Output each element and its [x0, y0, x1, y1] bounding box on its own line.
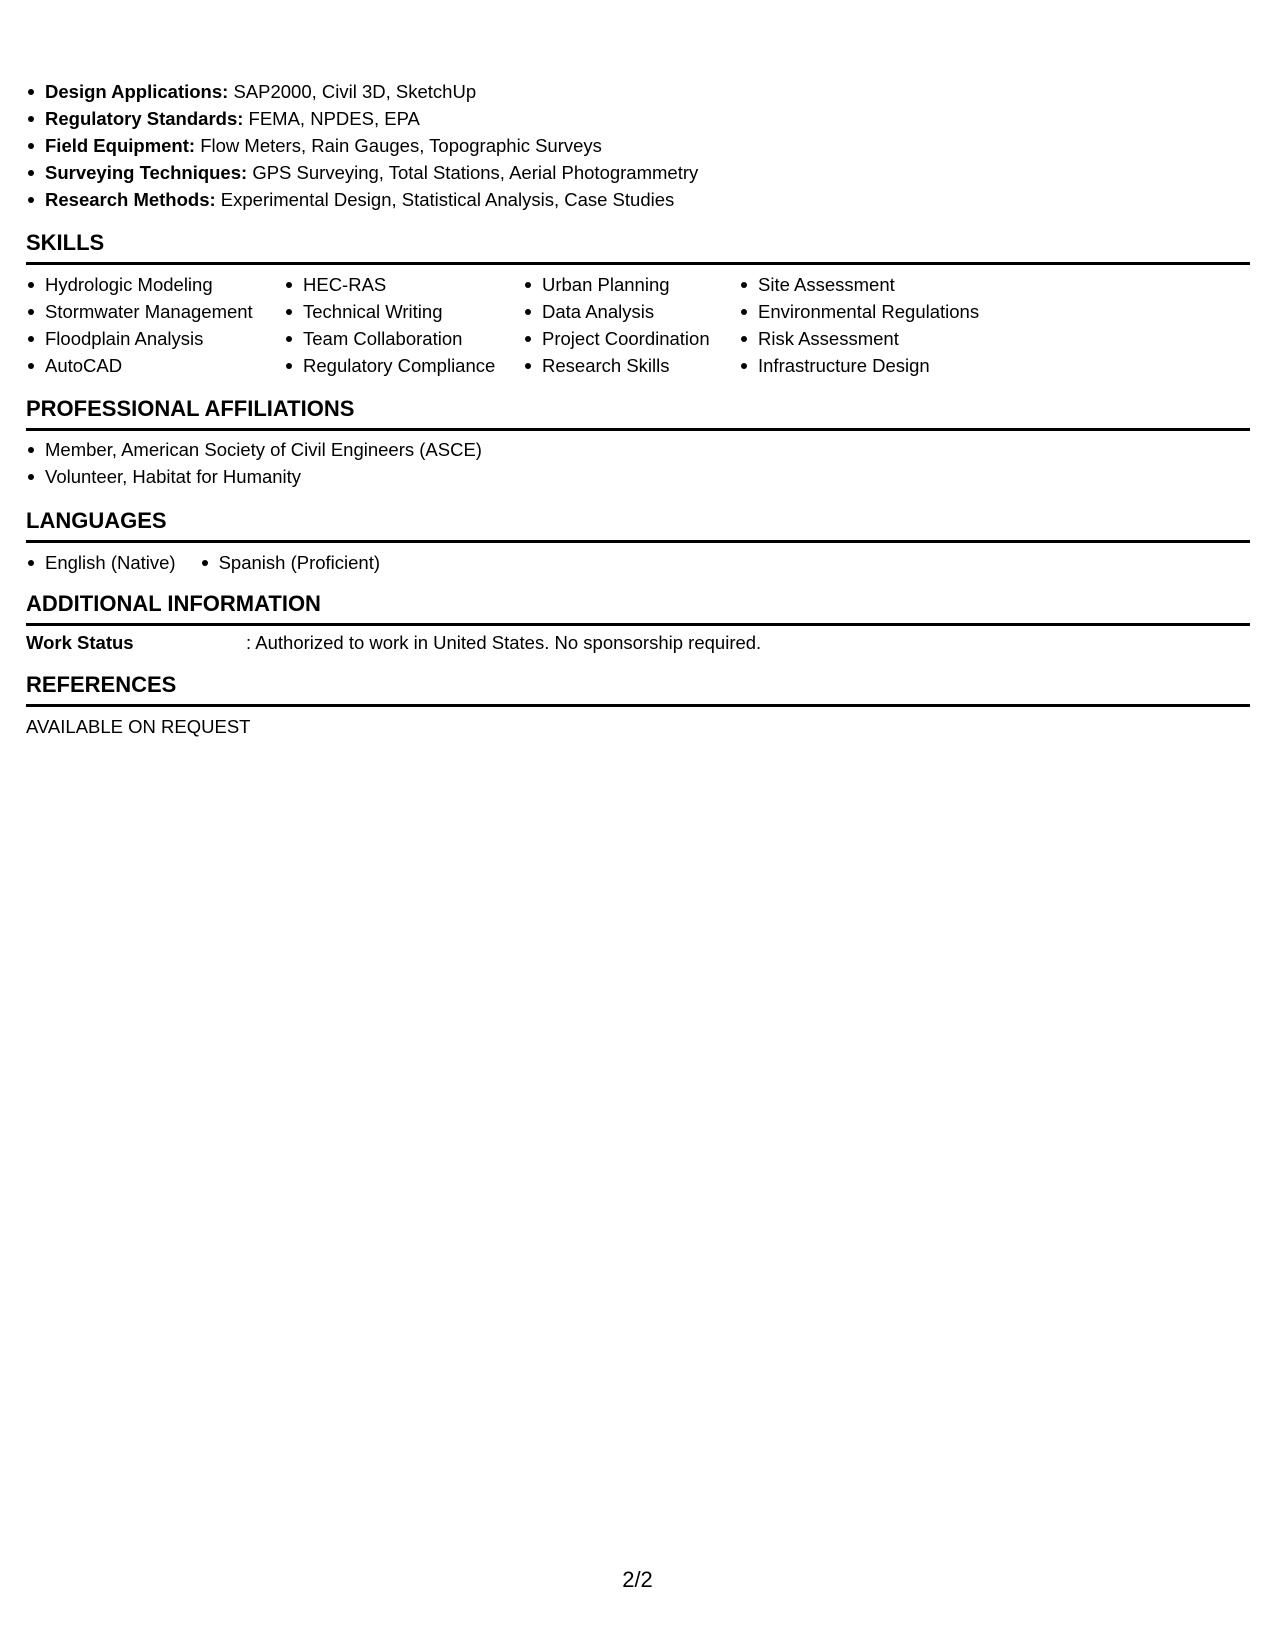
list-item: Research Skills: [523, 352, 739, 379]
list-item: Urban Planning: [523, 271, 739, 298]
list-item: Risk Assessment: [739, 325, 1039, 352]
tool-value: Flow Meters, Rain Gauges, Topographic Surveys: [195, 135, 602, 156]
list-item: [26, 186, 698, 213]
list-item: [26, 78, 698, 105]
list-item: [26, 159, 698, 186]
list-item: Member, American Society of Civil Engineers (ASCE): [26, 436, 482, 463]
list-item: English (Native): [26, 549, 176, 576]
tool-label: Regulatory Standards:: [45, 108, 244, 129]
affiliations-list: [26, 436, 482, 490]
list-item: Volunteer, Habitat for Humanity: [26, 463, 482, 490]
list-item: Regulatory Compliance: [284, 352, 523, 379]
page-number: 2/2: [622, 1567, 653, 1592]
skills-column: [739, 271, 1039, 379]
list-item: HEC-RAS: [284, 271, 523, 298]
references-text: AVAILABLE ON REQUEST: [26, 716, 251, 737]
work-status-row: [26, 631, 761, 655]
tool-value: Experimental Design, Statistical Analysis, Case Studies: [215, 189, 675, 210]
skills-grid: [26, 271, 1039, 379]
list-item: AutoCAD: [26, 352, 284, 379]
list-item: [26, 105, 698, 132]
references-heading: REFERENCES: [26, 672, 1250, 707]
list-item: Project Coordination: [523, 325, 739, 352]
list-item: Infrastructure Design: [739, 352, 1039, 379]
tool-label: Surveying Techniques:: [45, 162, 248, 183]
skills-heading: SKILLS: [26, 230, 1250, 265]
tool-label: Design Applications:: [45, 81, 229, 102]
skills-column: [284, 271, 523, 379]
languages-heading: LANGUAGES: [26, 508, 1250, 543]
list-item: [26, 132, 698, 159]
skills-column: [26, 271, 284, 379]
tool-value: FEMA, NPDES, EPA: [243, 108, 420, 129]
list-item: Data Analysis: [523, 298, 739, 325]
tool-label: Research Methods:: [45, 189, 216, 210]
list-item: Team Collaboration: [284, 325, 523, 352]
languages-list: [26, 549, 404, 576]
tool-value: GPS Surveying, Total Stations, Aerial Photogrammetry: [247, 162, 699, 183]
list-item: Environmental Regulations: [739, 298, 1039, 325]
skills-column: [523, 271, 739, 379]
additional-info-heading: ADDITIONAL INFORMATION: [26, 591, 1250, 626]
tool-value: SAP2000, Civil 3D, SketchUp: [228, 81, 477, 102]
tool-label: Field Equipment:: [45, 135, 196, 156]
work-status-value: : Authorized to work in United States. No sponsorship required.: [246, 632, 762, 653]
work-status-label: Work Status: [26, 632, 134, 653]
tools-list: [26, 78, 698, 213]
list-item: Technical Writing: [284, 298, 523, 325]
affiliations-heading: PROFESSIONAL AFFILIATIONS: [26, 396, 1250, 431]
list-item: Floodplain Analysis: [26, 325, 284, 352]
list-item: Stormwater Management: [26, 298, 284, 325]
list-item: Site Assessment: [739, 271, 1039, 298]
list-item: Hydrologic Modeling: [26, 271, 284, 298]
list-item: Spanish (Proficient): [200, 549, 380, 576]
